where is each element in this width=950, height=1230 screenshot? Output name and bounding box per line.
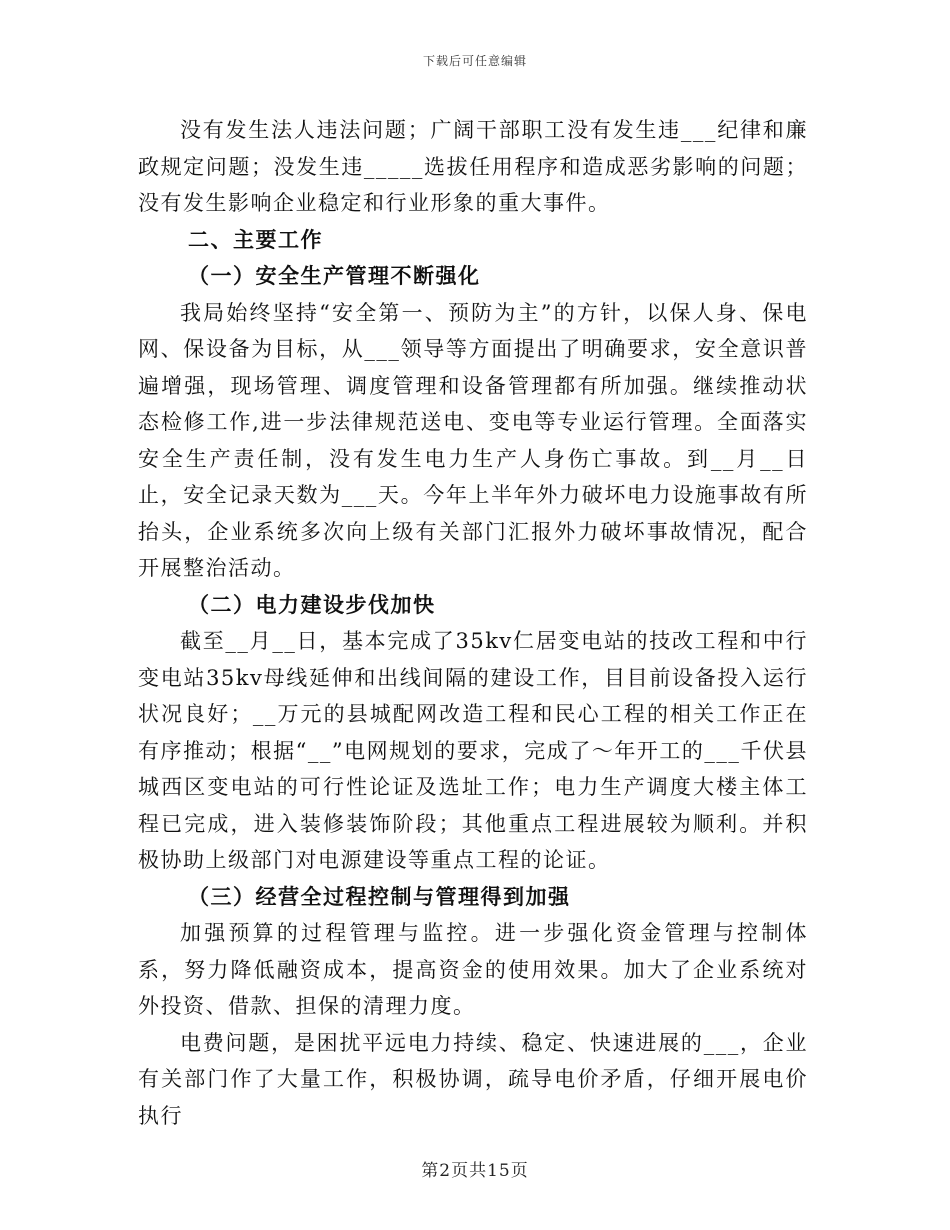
subsection-heading-safety: （一）安全生产管理不断强化 xyxy=(188,263,481,288)
section-heading-main-work: 二、主要工作 xyxy=(188,226,323,252)
paragraph-compliance: 没有发生法人违法问题；广阔干部职工没有发生违___纪律和廉政规定问题；没发生违_____选拔任用程序和造成恶劣影响的问题；没有发生影响企业稳定和行业形象的重大事件。 xyxy=(138,118,808,215)
page-footer: 第2页共15页 xyxy=(421,1161,529,1181)
page-header: 下载后可任意编辑 xyxy=(422,54,527,68)
paragraph-construction: 截至__月__日，基本完成了35kv仁居变电站的技改工程和中行变电站35kv母线延伸和出线间隔的建设工作，目目前设备投入运行状况良好；__万元的县城配网改造工程和民心工程的相关工作正在有序推动；根据“__”电网规划的要求，完成了～年开工的___千伏县城西区变电站的可行性论证及选址工作；电力生产调度大楼主体工程已完成，进入装修装饰阶段；其他重点工程进展较为顺利。并积极协助上级部门对电源建设等重点工程的论证。 xyxy=(138,629,808,872)
paragraph-safety: 我局始终坚持“安全第一、预防为主”的方针，以保人身、保电网、保设备为目标，从___领导等方面提出了明确要求，安全意识普遍增强，现场管理、调度管理和设备管理都有所加强。继续推动状态检修工作,进一步法律规范送电、变电等专业运行管理。全面落实安全生产责任制，没有发生电力生产人身伤亡事故。到__月__日止，安全记录天数为___天。今年上半年外力破坏电力设施事故有所抬头，企业系统多次向上级有关部门汇报外力破坏事故情况，配合开展整治活动。 xyxy=(138,300,808,580)
subsection-heading-operations: （三）经营全过程控制与管理得到加强 xyxy=(188,883,571,909)
subsection-heading-construction: （二）电力建设步伐加快 xyxy=(188,591,436,617)
paragraph-budget: 加强预算的过程管理与监控。进一步强化资金管理与控制体系，努力降低融资成本，提高资金的使用效果。加大了企业系统对外投资、借款、担保的清理力度。 xyxy=(138,921,808,1018)
paragraph-electricity-fees: 电费问题，是困扰平远电力持续、稳定、快速进展的___，企业有关部门作了大量工作，积极协调，疏导电价矛盾，仔细开展电价执行 xyxy=(138,1030,808,1128)
document-body xyxy=(138,112,808,1134)
